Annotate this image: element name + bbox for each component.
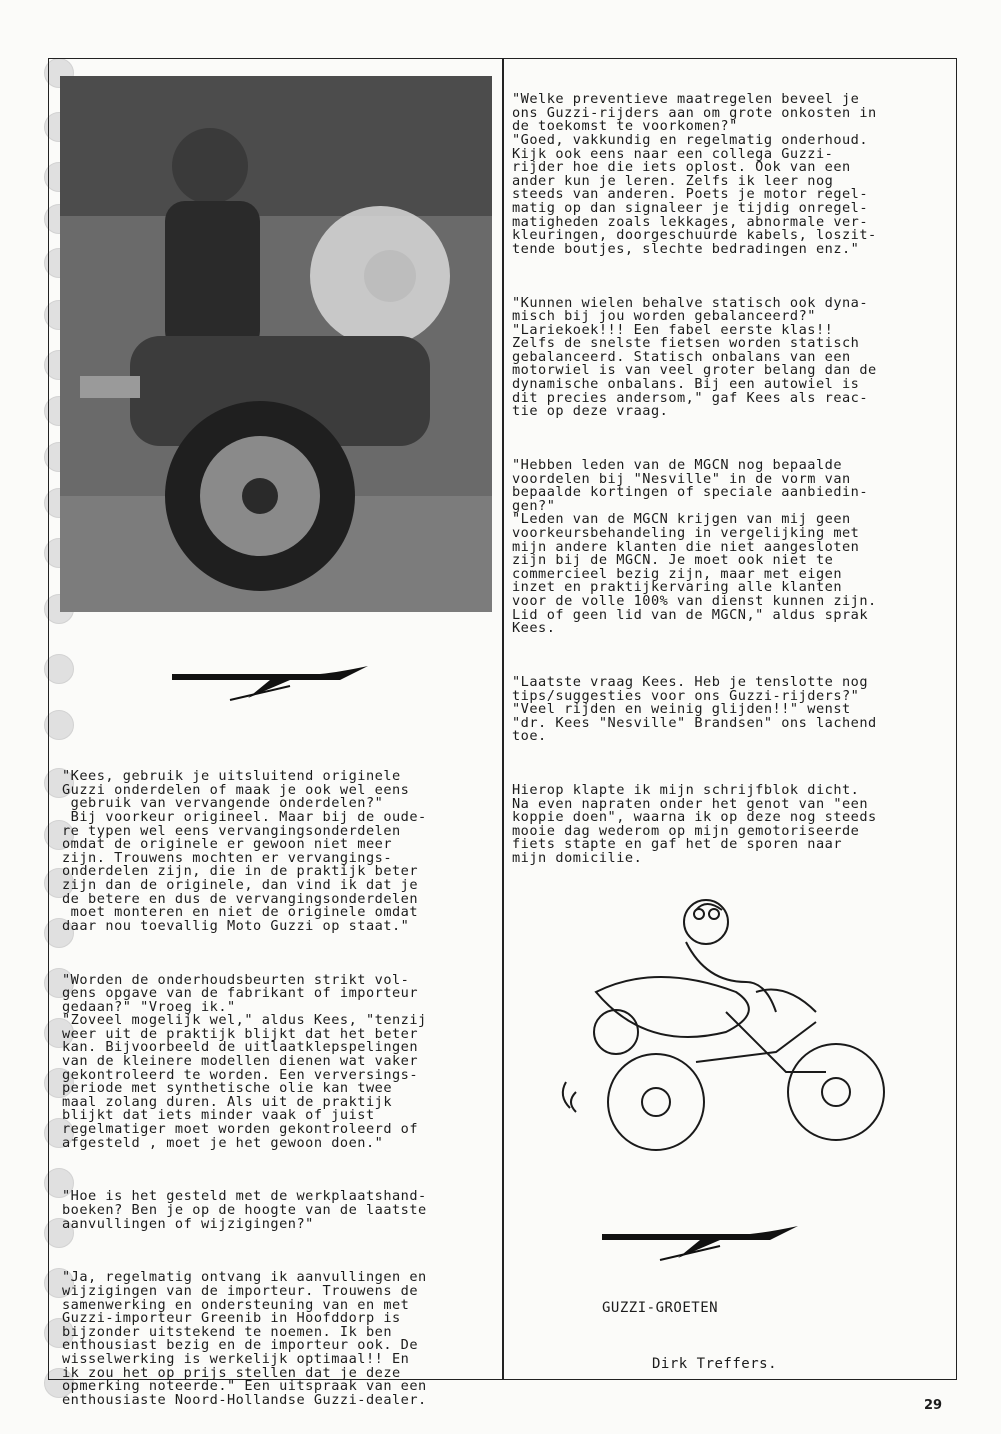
- biker-cartoon-icon: [556, 882, 896, 1162]
- column-divider: [502, 58, 504, 1380]
- right-column-text: [512, 66, 944, 892]
- motorcycle-rider-image: [60, 76, 492, 612]
- left-paragraph: "Worden de onderhoudsbeurten strikt vol- gens opgave van de fabrikant of importeur gedaan?" "Vroeg ik." "Zoveel mogelijk wel," aldus Kees, "tenzij weer uit de praktijk blijkt dat het beter kan. Bijvoorbeeld de uitlaatklepspelingen van de kleinere modellen dienen wat vaker gekontroleerd te worden. Een verversings- periode met synthetische olie kan twee maal zolang duren. Als uit de praktijk blijkt dat iets minder vaak of juist regelmatiger moet worden gekontroleerd of afgesteld , moet je het gewoon doen.": [62, 971, 427, 1151]
- left-paragraph: "Kees, gebruik je uitsluitend originele Guzzi onderdelen of maak je ook wel eens gebruik van vervangende onderdelen?" Bij voorkeur origineel. Maar bij de oude- re typen wel eens vervangingsonderdelen omdat de originele er gewoon niet meer zijn. Trouwens mochten er vervangings- onderdelen zijn, die in de praktijk beter zijn dan de originele, dan vind ik dat je de betere en dus de vervangingsonderdelen moet monteren en niet de originele omdat daar nou toevallig Moto Guzzi op staat.": [62, 768, 427, 934]
- right-paragraph: "Welke preventieve maatregelen beveel je ons Guzzi-rijders aan om grote onkosten in de toekomst te voorkomen?" "Goed, vakkundig en regelmatig onderhoud. Kijk ook eens naar een collega Guzzi- rijder hoe die iets oplost. Ook van een ander kun je leren. Zelfs ik leer nog steeds van anderen. Poets je motor regel- matig op dan signaleer je tijdig onregel- matigheden zoals lekkages, abnormale ver- kleuringen, doorgeschuurde kabels, loszit- tende boutjes, slechte bedradingen enz.": [512, 91, 877, 257]
- left-column-text: [62, 743, 494, 1434]
- left-paragraph: "Ja, regelmatig ontvang ik aanvullingen en wijzigingen van de importeur. Trouwens de samenwerking en ondersteuning van en met Guzzi-importeur Greenib in Hoofddorp is bijzonder uitstekend te noemen. Ik ben enthousiast bezig en de importeur ook. De wisselwerking is werkelijk optimaal!! En ik zou het op prijs stellen dat je deze opmerking noteerde." Een uitspraak van een enthousiaste Noord-Hollandse Guzzi-dealer.: [62, 1269, 427, 1408]
- right-paragraph: "Kunnen wielen behalve statisch ook dyna- misch bij jou worden gebalanceerd?" "Lariekoek!!! Een fabel eerste klas!! Zelfs de snelste fietsen worden statisch gebalanceerd. Statisch onbalans van een motorwiel is van veel groter belang dan de dynamische onbalans. Bij een autowiel is dit precies andersom," gaf Kees als reac- tie op deze vraag.: [512, 294, 877, 420]
- guzzi-eagle-icon: [170, 660, 370, 706]
- page-number: 29: [924, 1398, 943, 1413]
- right-paragraph: "Hebben leden van de MGCN nog bepaalde voordelen bij "Nesville" in de vorm van bepaalde kortingen of speciale aanbiedin- gen?" "Leden van de MGCN krijgen van mij geen voorkeursbehandeling in vergelijking met mijn andere klanten die niet aangesloten zijn bij de MGCN. Je moet ook niet te commercieel bezig zijn, maar met eigen inzet en praktijkervaring alle klanten voor de volle 100% van dienst kunnen zijn. Lid of geen lid van de MGCN," aldus sprak Kees.: [512, 457, 877, 637]
- motorcycle-photo: [60, 76, 492, 612]
- signature-greeting: GUZZI-GROETEN: [602, 1300, 719, 1316]
- right-paragraph: Hierop klapte ik mijn schrijfblok dicht. Na even napraten onder het genot van "een koppie doen", waarna ik op deze nog steeds mooie dag wederom op mijn gemotoriseerde fiets stapte en gaf het de sporen naar mijn domicilie.: [512, 782, 877, 867]
- guzzi-eagle-icon: [600, 1220, 800, 1266]
- left-paragraph: "Hoe is het gesteld met de werkplaatshand- boeken? Ben je op de hoogte van de laatste aanvullingen of wijzigingen?": [62, 1188, 427, 1232]
- right-paragraph: "Laatste vraag Kees. Heb je tenslotte nog tips/suggesties voor ons Guzzi-rijders?" "Veel rijden en weinig glijden!!" wenst "dr. Kees "Nesville" Brandsen" ons lachend toe.: [512, 673, 877, 745]
- signature-name: Dirk Treffers.: [652, 1356, 778, 1372]
